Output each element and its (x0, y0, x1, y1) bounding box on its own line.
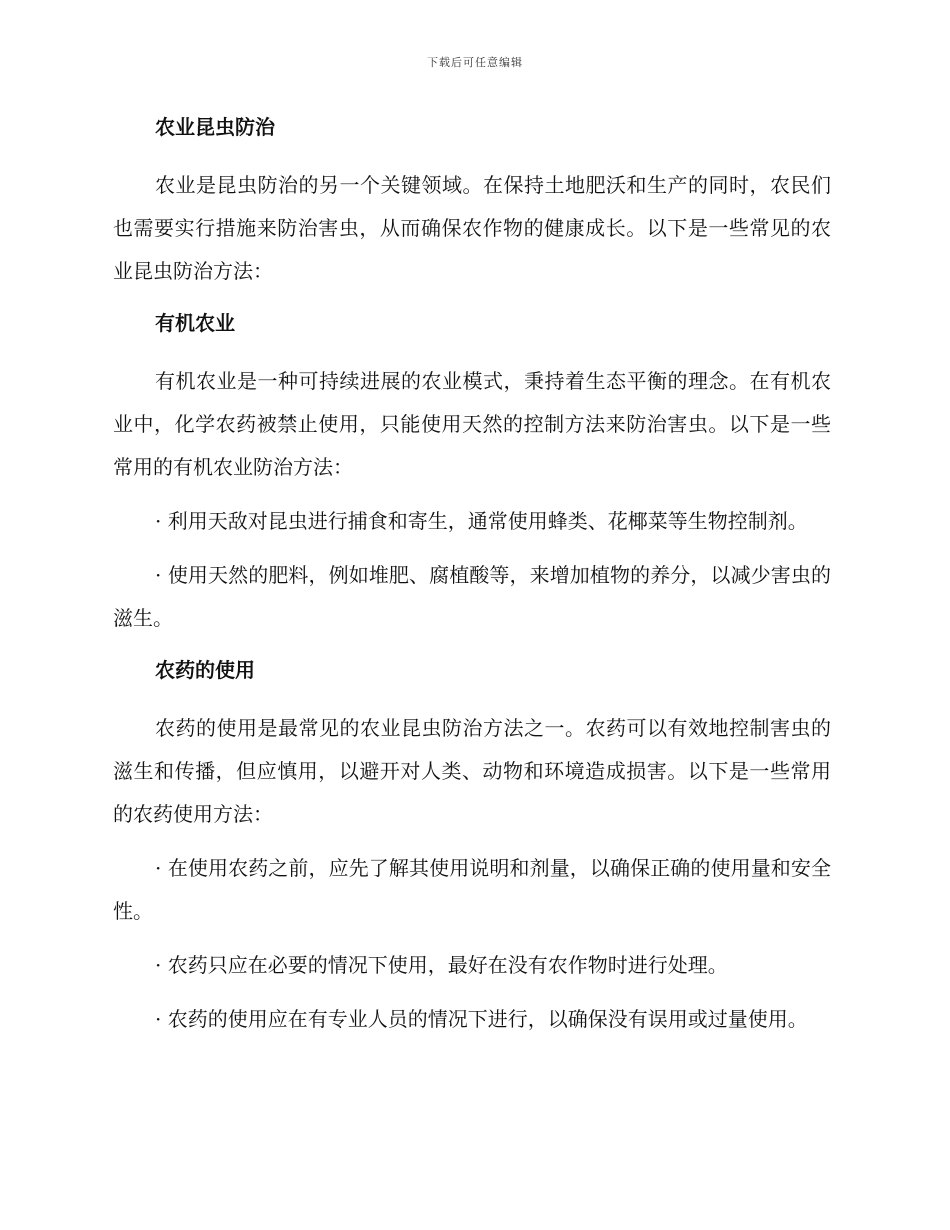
section-paragraph: 有机农业是一种可持续进展的农业模式，秉持着生态平衡的理念。在有机农业中，化学农药被禁止使用，只能使用天然的控制方法来防治害虫。以下是一些常用的有机农业防治方法： (113, 369, 831, 479)
section-heading: 有机农业 (155, 311, 235, 335)
section-heading: 农药的使用 (155, 658, 255, 682)
bullet-item: · 农药只应在必要的情况下使用，最好在没有农作物时进行处理。 (155, 953, 728, 977)
section-paragraph: 农业是昆虫防治的另一个关键领域。在保持土地肥沃和生产的同时，农民们也需要实行措施来防治害虫，从而确保农作物的健康成长。以下是一些常见的农业昆虫防治方法： (113, 173, 831, 283)
document-body (113, 108, 831, 1052)
bullet-item: · 在使用农药之前，应先了解其使用说明和剂量，以确保正确的使用量和安全性。 (113, 856, 831, 923)
page-header: 下载后可任意编辑 (427, 56, 523, 69)
section-paragraph: 农药的使用是最常见的农业昆虫防治方法之一。农药可以有效地控制害虫的滋生和传播，但应慎用，以避开对人类、动物和环境造成损害。以下是一些常用的农药使用方法： (113, 716, 831, 826)
bullet-item: · 使用天然的肥料，例如堆肥、腐植酸等，来增加植物的养分，以减少害虫的滋生。 (113, 563, 831, 630)
bullet-item: · 利用天敌对昆虫进行捕食和寄生，通常使用蜂类、花椰菜等生物控制剂。 (155, 509, 808, 533)
section-heading: 农业昆虫防治 (155, 115, 275, 139)
bullet-item: · 农药的使用应在有专业人员的情况下进行，以确保没有误用或过量使用。 (155, 1007, 808, 1031)
